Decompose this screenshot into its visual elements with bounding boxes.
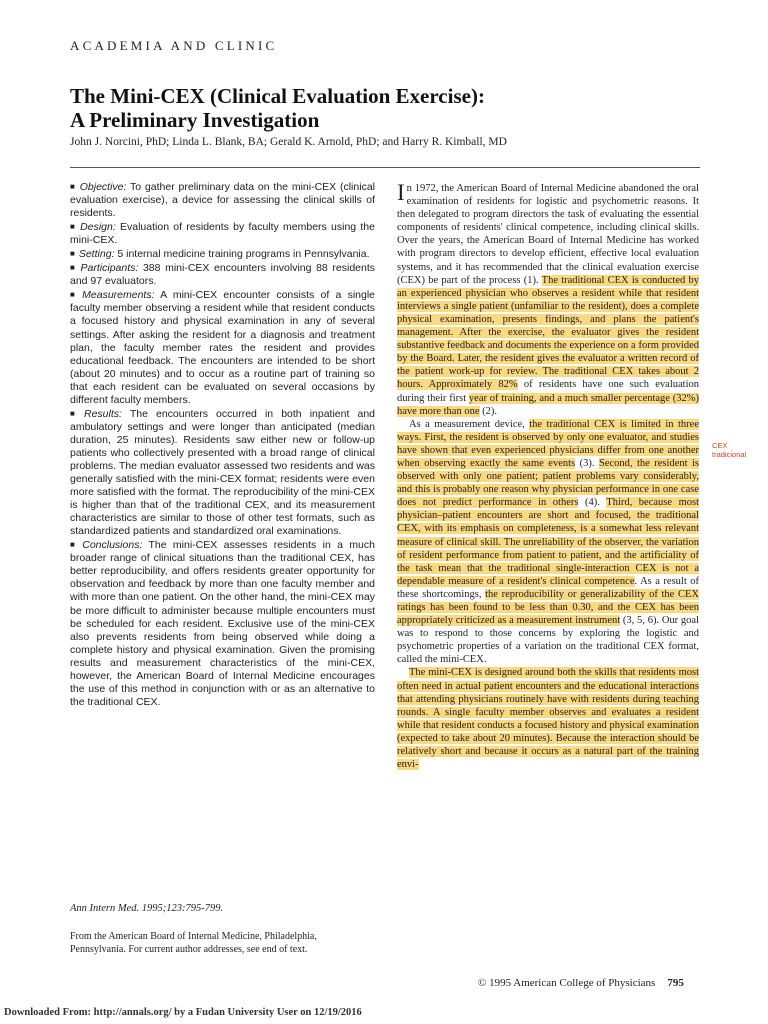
margin-annotation-line: CEX	[712, 441, 728, 450]
abstract-objective	[70, 180, 375, 220]
abstract-label: Conclusions:	[82, 539, 143, 552]
highlighted-text: the traditional CEX is limited in three ways. First, the resident is observed by only one evaluator, and studies have shown that even experienced physicians differ from one another when observing exactly the same events	[397, 418, 699, 469]
authors: John J. Norcini, PhD; Linda L. Blank, BA; Gerald K. Arnold, PhD; and Harry R. Kimball, MD	[70, 136, 507, 148]
title-line-1: The Mini-CEX (Clinical Evaluation Exercise):	[70, 84, 485, 108]
highlighted-text: Second, the resident is observed with only one patient; patient problems vary considerably, and this is probably one reason why physician performance in one case does not predict performance in others	[397, 457, 700, 509]
margin-annotation-line: tradicional	[712, 450, 747, 459]
abstract-measurements	[70, 288, 375, 406]
square-bullet-icon: ■	[70, 540, 79, 550]
author-affiliation: From the American Board of Internal Medicine, Philadelphia, Pennsylvania. For current author addresses, see end of text.	[70, 931, 317, 955]
abstract-text: To gather preliminary data on the mini-CEX (clinical evaluation exercise), a device for assessing the clinical skills of residents.	[70, 181, 375, 220]
body-text: (4).	[578, 497, 607, 509]
square-bullet-icon: ■	[70, 182, 76, 191]
highlighted-text: year of training, and a much smaller percentage (32%) have more than one	[397, 392, 699, 417]
highlighted-text: Third, because most physician–patient encounters are short and focused, the traditional CEX, with its emphasis on completeness, is a somewhat less relevant measure of clinical skill. The unreliability of the observer, the variation of resident performance from patient to patient, and the artificiality of the task mean that the traditional single-interaction CEX is not a dependable measure of a resident's clinical competence	[397, 497, 699, 587]
body-text: n 1972, the American Board of Internal Medicine abandoned the oral examination of residents for logistic and psychometric reasons. It then delegated to program directors the task of evaluating the essential components of residents' clinical competence, including clinical skills. Over the years, the American Board of Internal Medicine has worked with program directors to develop efficient, effective local evaluation systems, and it has recommended that the clinical evaluation exercise (CEX) be part of the process (1).	[397, 183, 699, 286]
abstract-results	[70, 407, 375, 538]
article-title	[70, 84, 710, 132]
download-stamp: Downloaded From: http://annals.org/ by a Fudan University User on 12/19/2016	[4, 1007, 362, 1018]
abstract-label: Results:	[84, 407, 122, 420]
abstract-text: 5 internal medicine training programs in Pennsylvania.	[114, 248, 370, 261]
abstract-setting	[70, 247, 375, 261]
body-text: . As a result of these shortcomings,	[397, 575, 700, 600]
highlighted-text: The traditional CEX is conducted by an experienced physician who observes a resident while that resident interviews a single patient (unfamiliar to the resident), does a complete physical examination, presents findings, and plans the patient's management. After the exercise, the evaluator gives the resident substantive feedback and documents the experience on a form provided by the Board. Later, the resident gives the evaluator a written record of the patient work-up for review. The traditional CEX takes about 2 hours. Approximately 82%	[397, 274, 699, 391]
abstract-participants	[70, 261, 375, 288]
body-text: (2).	[479, 405, 498, 417]
abstract-label: Measurements:	[82, 289, 155, 302]
abstract-text: A mini-CEX encounter consists of a single faculty member observing a resident while that resident conducts a focused history and physical examination in any of several settings. After asking the resident for a diagnosis and treatment plan, the faculty member rates the resident and provides educational feedback. The encounters are intended to be short (about 20 minutes) and to occur as a routine part of training so that each resident can be evaluated on several occasions by different faculty members.	[70, 289, 375, 406]
body-text: of residents have one such evaluation during their first	[397, 379, 699, 404]
margin-annotation	[712, 441, 746, 459]
square-bullet-icon: ■	[70, 290, 79, 300]
drop-cap: I	[397, 180, 405, 205]
body-paragraph-1	[397, 182, 699, 418]
abstract-label: Objective:	[79, 181, 127, 193]
journal-citation: Ann Intern Med. 1995;123:795-799.	[70, 903, 224, 914]
copyright: © 1995 American College of Physicians	[478, 977, 656, 989]
body-paragraph-2	[397, 418, 699, 667]
abstract-label: Participants:	[80, 262, 139, 275]
square-bullet-icon: ■	[70, 263, 77, 273]
highlighted-text: The mini-CEX is designed around both the skills that residents most often need in actual patient encounters and the educational interactions that attending physicians routinely have with residents during teaching rounds. A single faculty member observes and evaluates a resident while that resident conducts a focused history and physical examination (expected to take about 20 minutes). Because the interaction should be relatively short and because it occurs as a natural part of the training envi-	[397, 667, 699, 771]
abstract-label: Setting:	[78, 248, 115, 261]
abstract-text: Evaluation of residents by faculty members using the mini-CEX.	[70, 221, 375, 247]
square-bullet-icon: ■	[70, 408, 80, 418]
highlighted-text: the reproducibility or generalizability of the CEX ratings has been found to be less than 0.30, and the CEX has been appropriately criticized as a measurement instrument	[397, 588, 699, 627]
abstract-label: Design:	[80, 221, 116, 234]
abstract-text: The mini-CEX assesses residents in a much broader range of clinical situations than the traditional CEX, has better reproducibility, and offers residents greater opportunity for observation and feedback by more than one faculty member and with more than one patient. On the other hand, the mini-CEX may be more difficult to administer because multiple encounters must be scheduled for each resident. Exclusive use of the mini-CEX also prevents residents from being observed while doing a complete history and physical examination. Given the promising results and measurement characteristics of the mini-CEX, however, the American Board of Internal Medicine encourages the use of this method in conjunction with or as an alternative to the traditional CEX.	[70, 539, 375, 708]
page-footer	[478, 977, 684, 989]
square-bullet-icon: ■	[70, 222, 77, 232]
abstract	[70, 180, 375, 709]
abstract-conclusions	[70, 538, 375, 709]
abstract-text: 388 mini-CEX encounters involving 88 residents and 97 evaluators.	[70, 262, 375, 288]
header-divider	[70, 167, 700, 168]
page-number: 795	[667, 977, 684, 989]
title-line-2: A Preliminary Investigation	[70, 108, 320, 132]
body-text: (3, 5, 6). Our goal was to respond to those concerns by exploring the logistic and psychometric properties of a variation on the traditional CEX format, called the mini-CEX.	[397, 615, 699, 666]
abstract-text: The encounters occurred in both inpatient and ambulatory settings and were longer than anticipated (median duration, 25 minutes). Residents saw either new or follow-up patients who collectively presented with a broad range of clinical problems. The median evaluator assessed two residents and was generally satisfied with the mini-CEX format; residents were even more satisfied with the format. The reproducibility of the mini-CEX is higher than that of the traditional CEX, and its measurement characteristics are similar to those of other test formats, such as standardized patients and standardized oral examinations.	[70, 407, 376, 538]
body-text: As a measurement device,	[409, 418, 530, 430]
body-text: (3).	[575, 457, 599, 469]
square-bullet-icon: ■	[70, 249, 75, 259]
article-body	[397, 182, 699, 771]
abstract-design	[70, 220, 375, 247]
body-paragraph-3	[397, 666, 699, 771]
section-label: ACADEMIA AND CLINIC	[70, 38, 278, 53]
